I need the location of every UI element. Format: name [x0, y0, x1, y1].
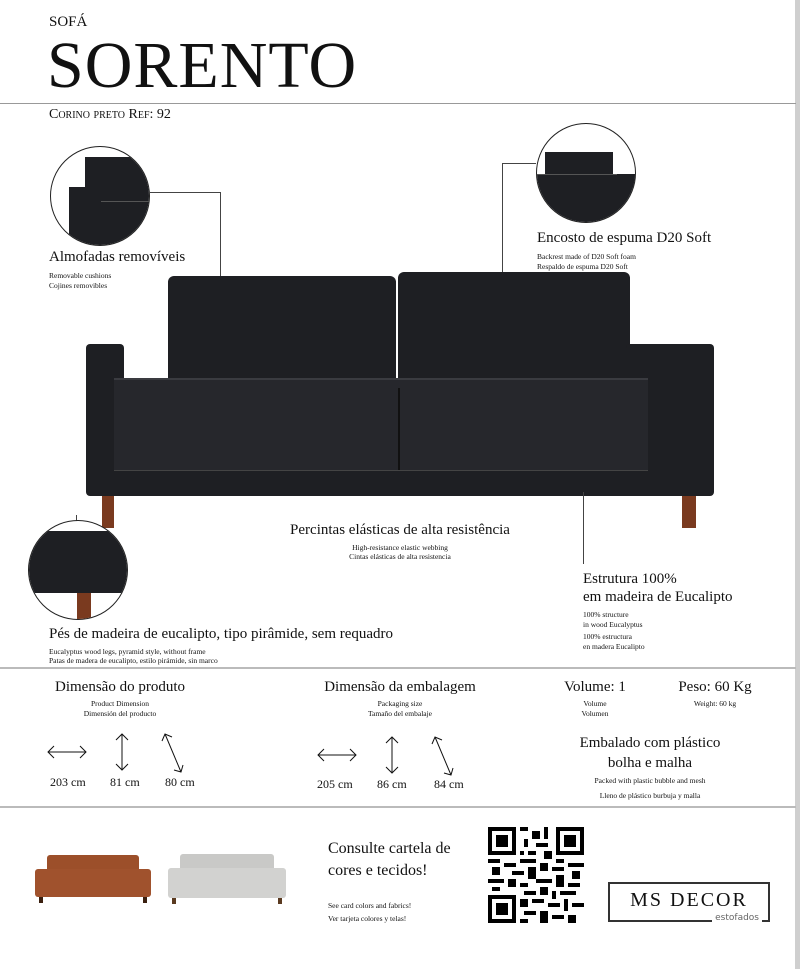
- packaging-depth: 84 cm: [434, 777, 464, 791]
- packing-en: Packed with plastic bubble and mesh: [594, 776, 706, 785]
- packaging-arrows-icon: [310, 733, 480, 778]
- feature-es: Patas de madera de eucalipto, estilo pirámide, sin marco: [49, 656, 218, 665]
- callout-line: [502, 163, 536, 164]
- feature-en: Eucalyptus wood legs, pyramid style, without frame: [49, 647, 206, 656]
- product-dimension-title: Dimensão do produto: [55, 679, 185, 695]
- ms-decor-logo: [608, 882, 770, 922]
- product-dimension-es: Dimensión del producto: [83, 709, 157, 718]
- colors-cta: Consulte cartela de cores e tecidos!: [328, 840, 451, 879]
- product-width: 203 cm: [50, 775, 86, 789]
- feature-en: High-resistance elastic webbing: [352, 543, 448, 552]
- feature-en: 100% structure in wood Eucalyptus: [583, 610, 643, 629]
- product-subtitle: Corino preto Ref: 92: [49, 107, 171, 122]
- packing-es: Lleno de plástico burbuja y malla: [599, 791, 701, 800]
- product-height: 81 cm: [110, 775, 140, 789]
- feature-title: Pés de madeira de eucalipto, tipo pirâmide, sem requadro: [49, 626, 394, 642]
- packaging-height: 86 cm: [377, 777, 407, 791]
- logo-text: MS DECOR: [630, 889, 748, 911]
- qr-code-icon[interactable]: [488, 827, 584, 923]
- packaging-dimension-en: Packaging size: [377, 699, 423, 708]
- colors-cta-translations: See card colors and fabrics! Ver tarjeta colores y telas!: [328, 901, 412, 923]
- callout-line: [502, 163, 503, 273]
- callout-line: [583, 492, 584, 564]
- feature-es: Respaldo de espuma D20 Soft: [537, 262, 628, 271]
- logo-subtext: estofados: [712, 913, 762, 923]
- right-border: [795, 0, 800, 969]
- feature-es: 100% estructura en madera Eucalipto: [583, 632, 645, 651]
- feature-title: Estrutura 100% em madeira de Eucalipto: [583, 571, 733, 605]
- divider: [0, 667, 796, 669]
- brown-sofa-image: [35, 853, 151, 903]
- feature-es: Cintas elásticas de alta resistencia: [349, 552, 451, 561]
- feature-title: Encosto de espuma D20 Soft: [537, 230, 712, 246]
- sofa-image: [86, 272, 714, 532]
- packaging-dimension-title: Dimensão da embalagem: [324, 679, 476, 695]
- category-label: SOFÁ: [49, 14, 88, 30]
- weight-title: Peso: 60 Kg: [678, 679, 752, 695]
- leg-detail-image: [28, 520, 128, 620]
- callout-line: [150, 192, 220, 193]
- callout-line: [220, 192, 221, 277]
- dimension-arrows-icon: [40, 730, 210, 775]
- volume-es: Volumen: [581, 709, 609, 718]
- product-dimension-en: Product Dimension: [90, 699, 150, 708]
- cushion-detail-image: [50, 146, 150, 246]
- packaging-dimension-es: Tamaño del embalaje: [367, 709, 433, 718]
- packaging-width: 205 cm: [317, 777, 353, 791]
- feature-title: Almofadas removíveis: [49, 249, 186, 265]
- feature-es: Cojines removibles: [49, 281, 108, 290]
- feature-en: Removable cushions: [49, 271, 112, 280]
- volume-title: Volume: 1: [564, 679, 626, 695]
- divider: [0, 103, 796, 104]
- backrest-detail-image: [536, 123, 636, 223]
- product-depth: 80 cm: [165, 775, 195, 789]
- packing-title: Embalado com plástico bolha e malha: [579, 735, 721, 771]
- gray-sofa-image: [168, 852, 286, 904]
- volume-en: Volume: [583, 699, 607, 708]
- feature-title: Percintas elásticas de alta resistência: [290, 522, 510, 538]
- divider: [0, 806, 796, 808]
- feature-en: Backrest made of D20 Soft foam: [537, 252, 636, 261]
- product-title: SORENTO: [47, 29, 358, 102]
- weight-en: Weight: 60 kg: [693, 699, 737, 708]
